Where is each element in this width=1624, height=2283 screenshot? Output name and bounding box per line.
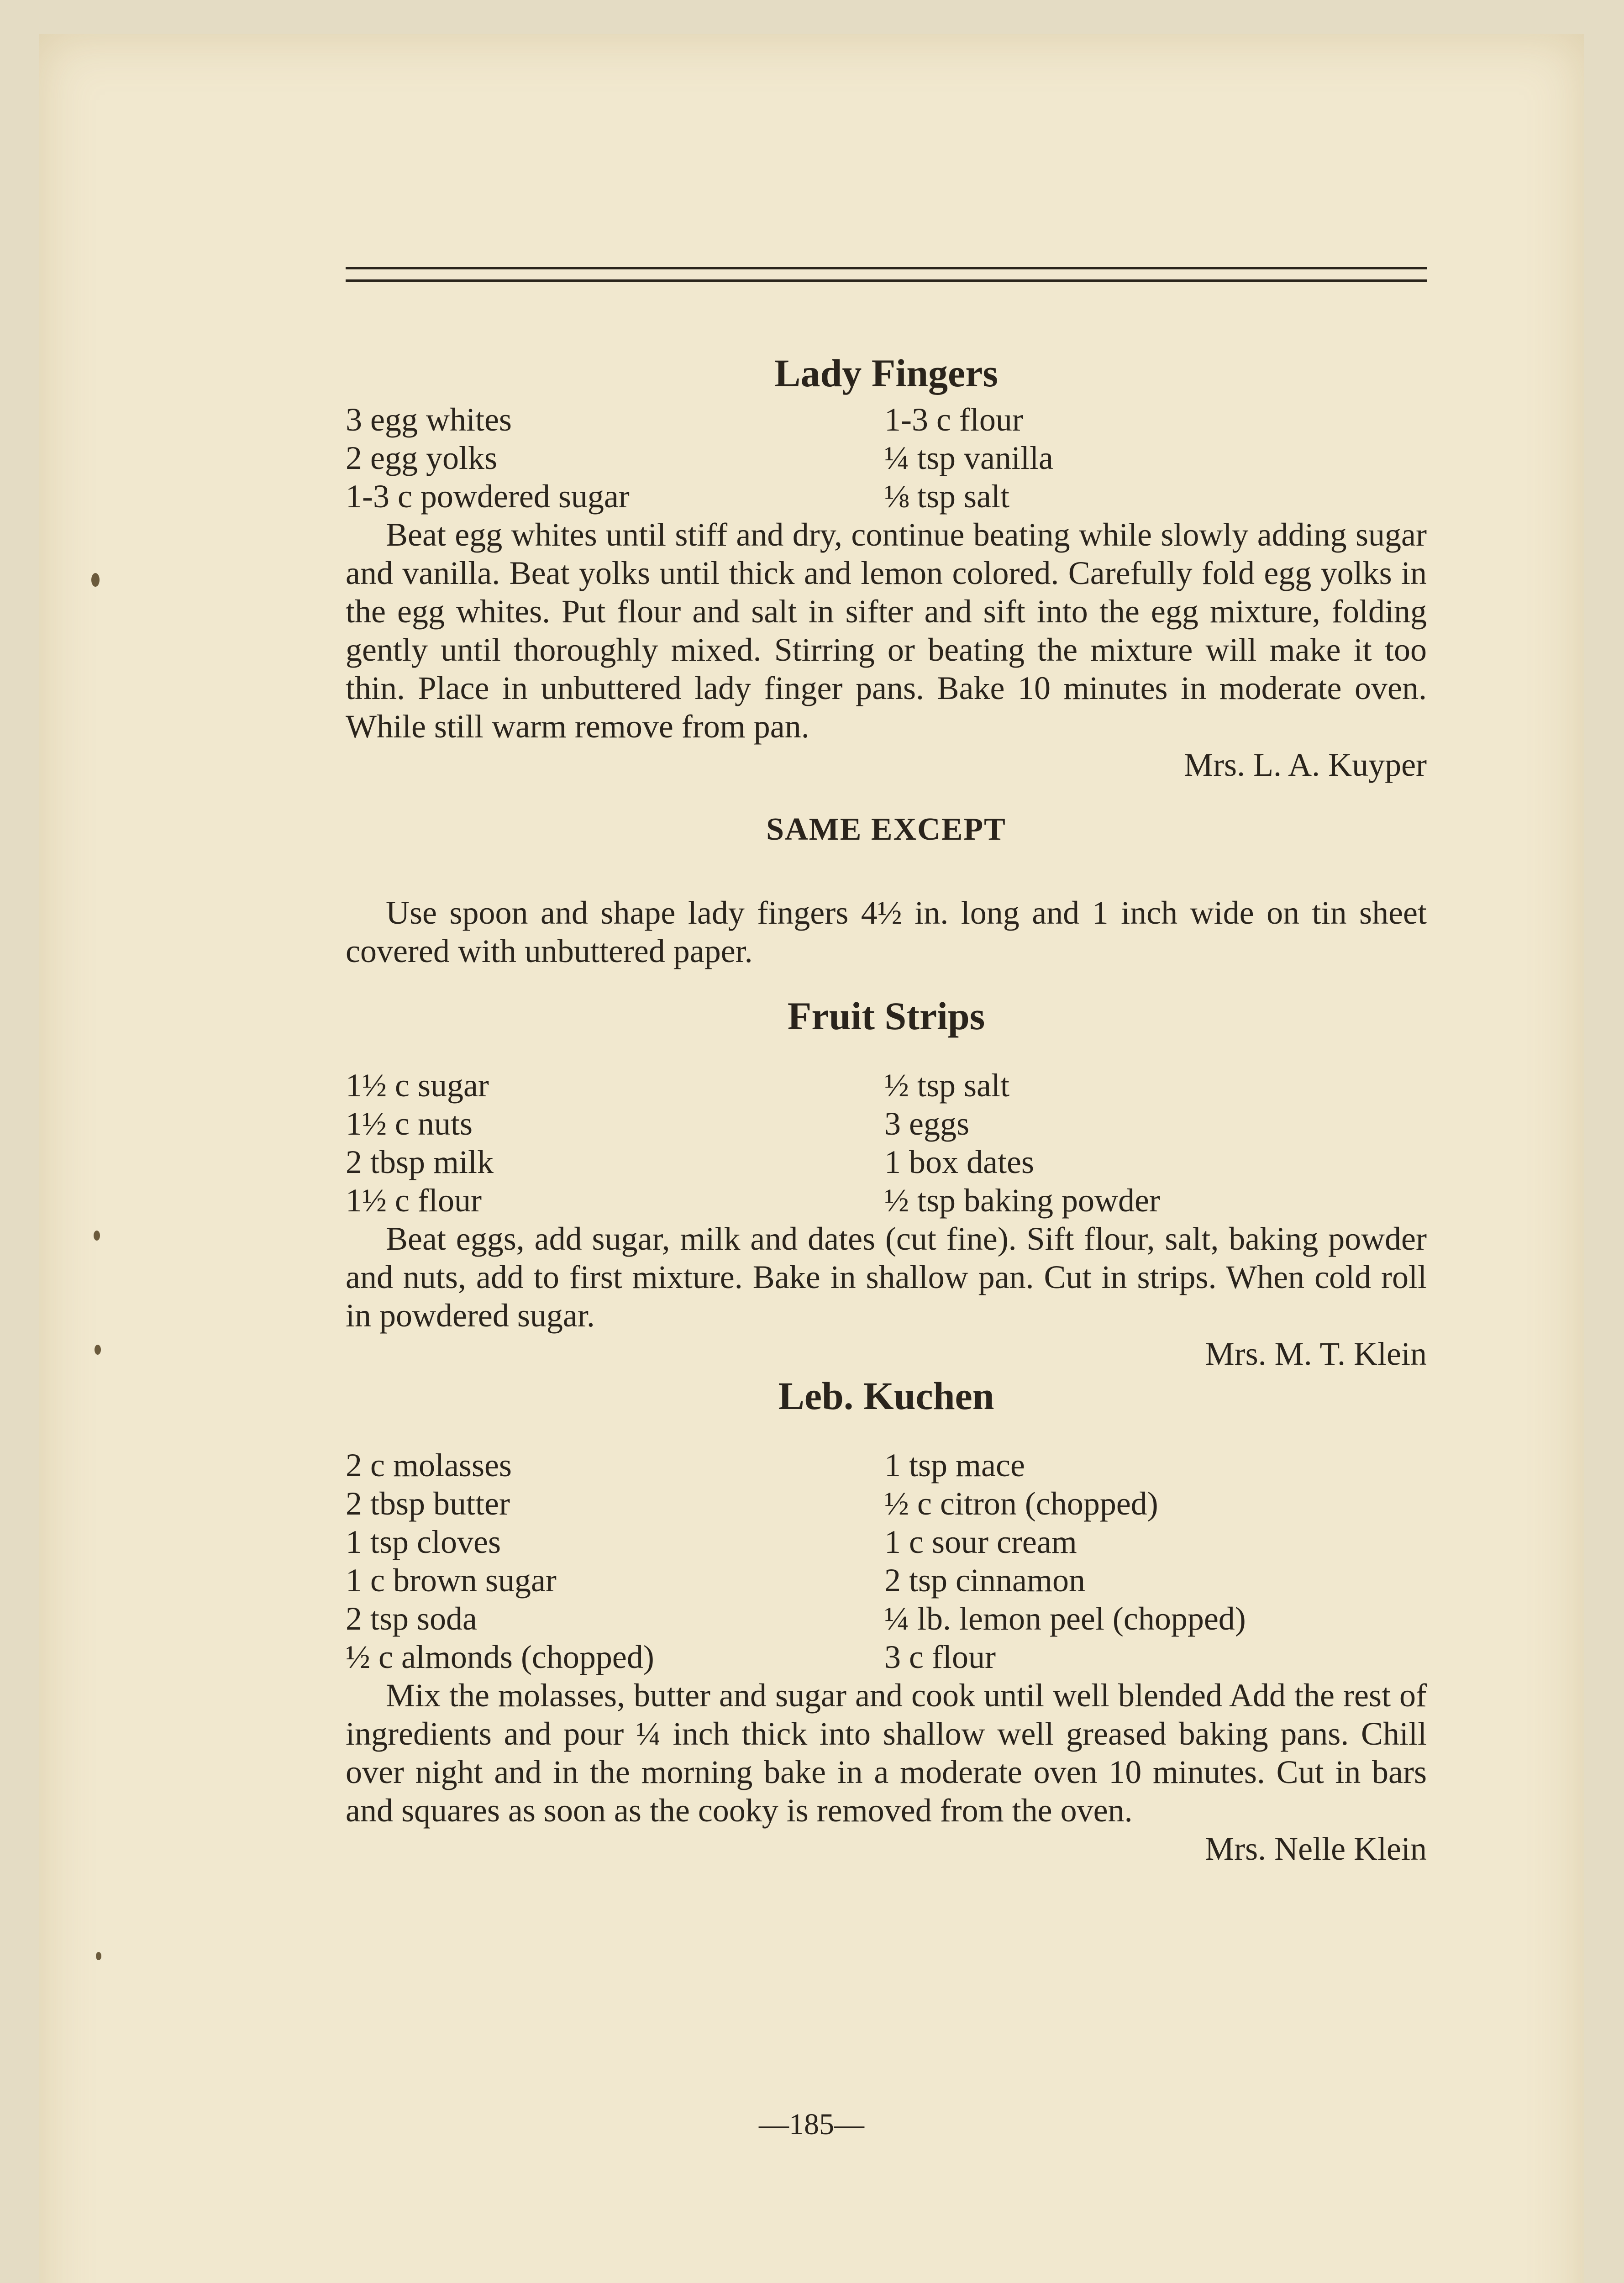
- recipe-directions: Mix the molasses, butter and sugar and cook until well blended Add the rest of ingredients and pour ¼ inch thick into shallow well greased baking pans. Chill over night and in the morning bake in a moderate oven 10 minutes. Cut in bars and squares as soon as the cooky is removed from the oven.: [346, 1677, 1427, 1829]
- binding-hole-mark: [96, 1952, 101, 1960]
- ingredient: 1 box dates: [884, 1144, 1034, 1180]
- recipe-fruit-strips: [346, 993, 1427, 1373]
- ingredient: 2 tsp soda: [346, 1600, 477, 1637]
- ingredient: 1-3 c powdered sugar: [346, 478, 630, 515]
- book-page: [39, 34, 1584, 2283]
- recipe-leb-kuchen: [346, 1373, 1427, 1868]
- ingredient: 1 tsp cloves: [346, 1524, 501, 1560]
- recipe-title: SAME EXCEPT: [766, 812, 1006, 847]
- recipe-contributor: Mrs. Nelle Klein: [1205, 1831, 1427, 1867]
- ingredient: ½ c almonds (chopped): [346, 1639, 654, 1675]
- ingredient: 3 eggs: [884, 1105, 969, 1142]
- ingredient: 2 tbsp butter: [346, 1485, 510, 1522]
- ingredient: ¼ lb. lemon peel (chopped): [884, 1600, 1246, 1637]
- recipe-directions: Beat egg whites until stiff and dry, continue beating while slowly adding sugar and vanilla. Beat yolks until thick and lemon colored. Carefully fold egg yolks in the egg whites. Put flour and salt in sifter and sift into the egg mixture, folding gently until thoroughly mixed. Stirring or beating the mixture will make it too thin. Place in unbuttered lady finger pans. Bake 10 minutes in moderate oven. While still warm remove from pan.: [346, 516, 1427, 745]
- binding-hole-mark: [94, 1231, 100, 1241]
- ingredient: 1½ c flour: [346, 1182, 482, 1219]
- ingredient: 3 c flour: [884, 1639, 996, 1675]
- ingredient: 1 c sour cream: [884, 1524, 1077, 1560]
- recipe-contributor: Mrs. M. T. Klein: [1205, 1336, 1427, 1372]
- ingredient: 1½ c nuts: [346, 1105, 473, 1142]
- ingredient-list: [346, 400, 1427, 516]
- recipe-title: Fruit Strips: [787, 994, 985, 1038]
- ingredient: 1 tsp mace: [884, 1447, 1025, 1483]
- ingredient: ⅛ tsp salt: [884, 478, 1010, 515]
- recipe-title: Lady Fingers: [774, 351, 998, 395]
- ingredient-list: [346, 1446, 1427, 1676]
- page-content: [346, 267, 1427, 1868]
- binding-hole-mark: [95, 1345, 101, 1355]
- page-number: —185—: [759, 2108, 864, 2141]
- binding-hole-mark: [91, 573, 100, 587]
- ingredient: 1½ c sugar: [346, 1067, 489, 1104]
- ingredient: ¼ tsp vanilla: [884, 440, 1053, 476]
- recipe-contributor: Mrs. L. A. Kuyper: [1184, 747, 1427, 783]
- header-double-rule: [346, 267, 1427, 282]
- ingredient: 2 tbsp milk: [346, 1144, 494, 1180]
- ingredient: ½ c citron (chopped): [884, 1485, 1158, 1522]
- ingredient: 1-3 c flour: [884, 401, 1023, 438]
- ingredient: 1 c brown sugar: [346, 1562, 557, 1599]
- ingredient: 3 egg whites: [346, 401, 512, 438]
- ingredient: ½ tsp baking powder: [884, 1182, 1160, 1219]
- recipe-variation-same-except: [346, 807, 1427, 970]
- recipe-title: Leb. Kuchen: [778, 1374, 994, 1418]
- recipe-directions: Beat eggs, add sugar, milk and dates (cut fine). Sift flour, salt, baking powder and nuts, add to first mixture. Bake in shallow pan. Cut in strips. When cold roll in powdered sugar.: [346, 1220, 1427, 1334]
- recipe-lady-fingers: [346, 350, 1427, 784]
- ingredient: ½ tsp salt: [884, 1067, 1010, 1104]
- ingredient: 2 tsp cinnamon: [884, 1562, 1085, 1599]
- ingredient-list: [346, 1066, 1427, 1220]
- recipe-directions: Use spoon and shape lady fingers 4½ in. long and 1 inch wide on tin sheet covered with unbuttered paper.: [346, 894, 1427, 969]
- ingredient: 2 egg yolks: [346, 440, 497, 476]
- ingredient: 2 c molasses: [346, 1447, 512, 1483]
